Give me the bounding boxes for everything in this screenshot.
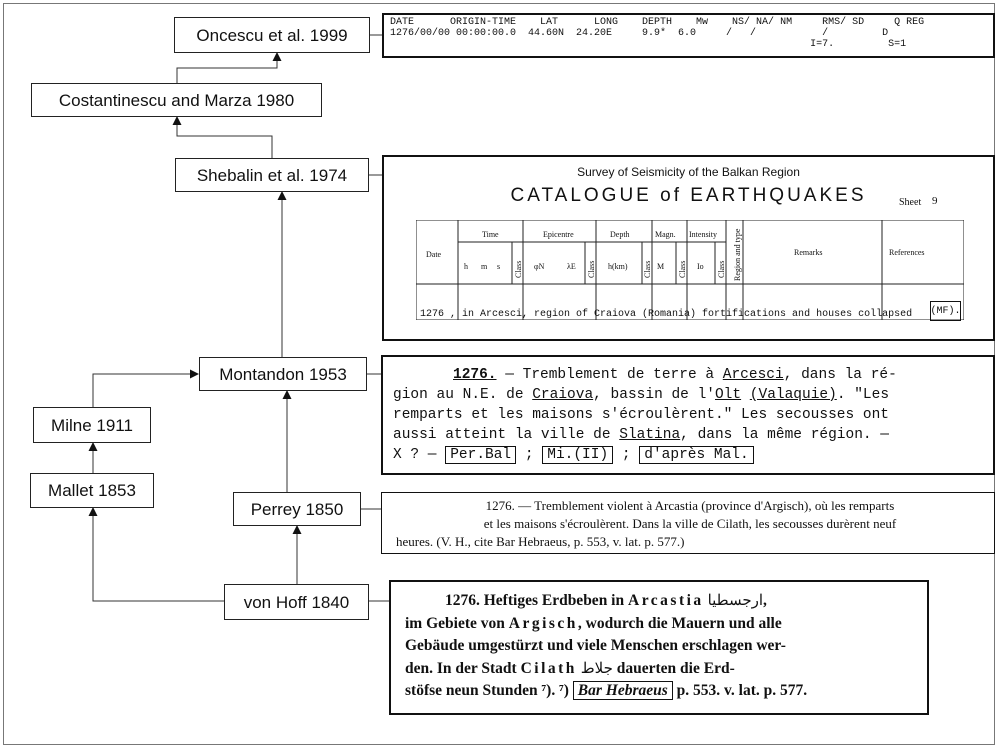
montandon-year: 1276. bbox=[453, 367, 497, 383]
col-references: References bbox=[889, 248, 925, 257]
vonhoff-line-3: Gebäude umgestürzt und viele Menschen erschlagen wer- bbox=[405, 637, 786, 654]
excerpt-shebalin-catalogue bbox=[382, 155, 995, 341]
vonhoff-line-5: stöfse neun Stunden ⁷). ⁷) Bar Hebraeus p. 553. v. lat. p. 577. bbox=[405, 682, 808, 699]
oncescu-data-row-2: I=7. S=1 bbox=[390, 39, 907, 50]
col-class-time: Class bbox=[514, 260, 523, 278]
catalogue-reference-box: (MF). bbox=[930, 301, 961, 321]
place-cilath: Cilath bbox=[520, 659, 577, 677]
col-class-magn: Class bbox=[678, 260, 687, 278]
node-shebalin-1974: Shebalin et al. 1974 bbox=[175, 158, 369, 192]
node-costantinescu-marza-1980: Costantinescu and Marza 1980 bbox=[31, 83, 322, 117]
place-olt: Olt bbox=[714, 387, 742, 403]
montandon-line-3: remparts et les maisons s'écroulèrent." Les secousses ont bbox=[393, 407, 889, 423]
col-magn: Magn. bbox=[655, 230, 676, 239]
place-arcastia: Arcastia bbox=[628, 592, 704, 609]
perrey-line-2: et les maisons s'écroulèrent. Dans la ville de Cilath, les secousses durèrent neuf bbox=[483, 516, 897, 531]
montandon-line-2: gion au N.E. de Craiova, bassin de l'Olt (Valaquie). "Les bbox=[393, 387, 890, 403]
node-montandon-1953: Montandon 1953 bbox=[199, 357, 367, 391]
col-s: s bbox=[497, 262, 501, 271]
col-date: Date bbox=[426, 250, 442, 259]
col-class-depth: Class bbox=[643, 260, 652, 278]
catalogue-title: CATALOGUE of EARTHQUAKES bbox=[510, 185, 867, 206]
node-vonhoff-1840: von Hoff 1840 bbox=[224, 584, 369, 620]
col-class-intensity: Class bbox=[717, 260, 726, 278]
col-M: M bbox=[657, 262, 665, 271]
place-slatina: Slatina bbox=[619, 427, 681, 443]
catalogue-entry-row: 1276 , in Arcesci, region of Craiova (Romania) fortifications and houses collapsed bbox=[420, 309, 913, 320]
catalogue-survey-line: Survey of Seismicity of the Balkan Region bbox=[577, 165, 800, 179]
place-arcesci: Arcesci bbox=[722, 367, 784, 383]
col-class-epicentre: Class bbox=[587, 260, 596, 278]
col-time: Time bbox=[482, 230, 499, 239]
col-region-type: Region and type bbox=[733, 228, 742, 281]
montandon-line-4: aussi atteint la ville de Slatina, dans la même région. — bbox=[393, 427, 890, 443]
ref-box-milne: Mi.(II) bbox=[542, 446, 613, 464]
col-remarks: Remarks bbox=[794, 248, 823, 257]
col-Io: Io bbox=[697, 262, 704, 271]
node-mallet-1853: Mallet 1853 bbox=[30, 473, 154, 508]
arabic-arcastia: ارجسطيا bbox=[707, 593, 764, 609]
excerpt-perrey bbox=[381, 492, 995, 554]
place-valaquie: (Valaquie) bbox=[749, 387, 837, 403]
node-oncescu-1999: Oncescu et al. 1999 bbox=[174, 17, 370, 53]
ref-box-perrey: Per.Bal bbox=[445, 446, 516, 464]
sheet-label: Sheet bbox=[899, 197, 922, 208]
arabic-cilath: جلاط bbox=[580, 660, 613, 677]
col-intensity: Intensity bbox=[689, 230, 717, 239]
sheet-number: 9 bbox=[932, 195, 938, 207]
perrey-line-1: 1276. — Tremblement violent à Arcastia (province d'Argisch), où les remparts bbox=[485, 498, 895, 513]
col-h: h bbox=[464, 262, 468, 271]
node-milne-1911: Milne 1911 bbox=[33, 407, 151, 443]
node-perrey-1850: Perrey 1850 bbox=[233, 492, 361, 526]
col-phi: φN bbox=[534, 262, 545, 271]
col-epicentre: Epicentre bbox=[543, 230, 574, 239]
col-depth: Depth bbox=[610, 230, 630, 239]
montandon-line-5: X ? — Per.Bal ; Mi.(II) ; d'après Mal. bbox=[393, 445, 983, 465]
vonhoff-line-1: 1276. Heftiges Erdbeben in Arcastia ارجسطيا, bbox=[445, 592, 767, 609]
vonhoff-line-2: im Gebiete von Argisch, wodurch die Mauern und alle bbox=[405, 614, 782, 632]
vonhoff-line-4: den. In der Stadt Cilath جلاط dauerten die Erd- bbox=[405, 659, 735, 677]
ref-box-mallet: d'après Mal. bbox=[639, 446, 753, 464]
oncescu-header-row: DATE ORIGIN-TIME LAT LONG DEPTH Mw NS/ NA/ NM RMS/ SD Q REG bbox=[390, 17, 925, 28]
col-lambda: λE bbox=[567, 262, 576, 271]
perrey-line-3: heures. (V. H., cite Bar Hebraeus, p. 553, v. lat. p. 577.) bbox=[396, 534, 685, 549]
excerpt-oncescu-catalog bbox=[382, 13, 995, 58]
montandon-line-1: 1276. — Tremblement de terre à Arcesci, dans la ré- bbox=[453, 367, 897, 383]
col-m: m bbox=[481, 262, 488, 271]
place-craiova: Craiova bbox=[532, 387, 594, 403]
place-argisch: Argisch bbox=[508, 614, 578, 632]
excerpt-montandon bbox=[381, 355, 995, 475]
excerpt-von-hoff bbox=[389, 580, 929, 715]
ref-box-bar-hebraeus: Bar Hebraeus bbox=[573, 681, 673, 700]
oncescu-data-row: 1276/00/00 00:00:00.0 44.60N 24.20E 9.9* 6.0 / / / D bbox=[390, 28, 889, 39]
col-hkm: h(km) bbox=[608, 262, 628, 271]
